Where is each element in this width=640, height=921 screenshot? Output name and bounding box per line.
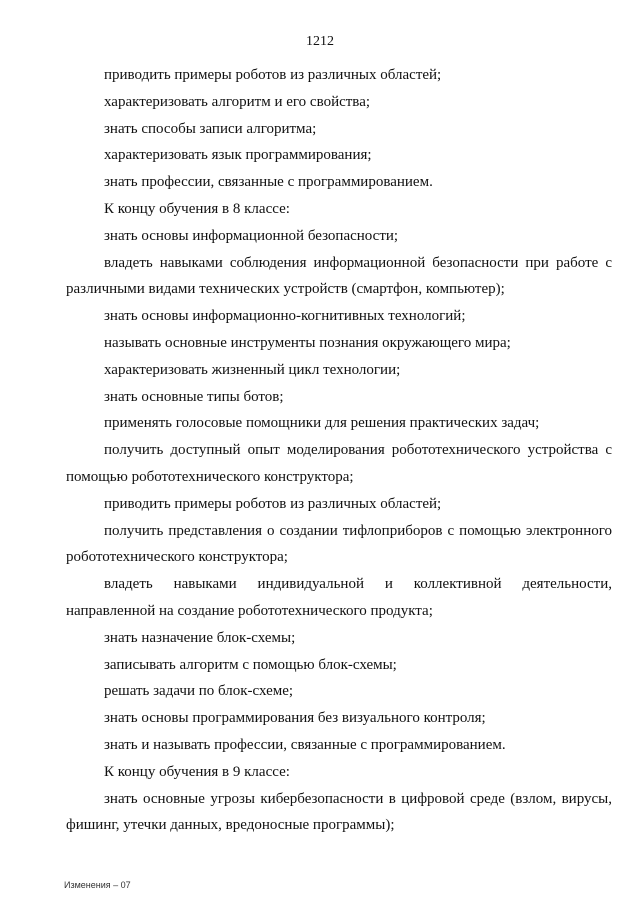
paragraph: характеризовать жизненный цикл технологии;: [104, 361, 401, 378]
document-body: [66, 62, 612, 839]
paragraph: знать и называть профессии, связанные с программированием.: [104, 736, 506, 753]
paragraph: решать задачи по блок-схеме;: [104, 683, 294, 700]
paragraph: знать основы информационной безопасности;: [104, 227, 399, 244]
section-heading-grade-9: К концу обучения в 9 классе:: [104, 763, 290, 780]
paragraph: знать профессии, связанные с программированием.: [104, 174, 433, 191]
paragraph: знать основы информационно-когнитивных технологий;: [104, 308, 466, 325]
paragraph: приводить примеры роботов из различных областей;: [104, 495, 442, 512]
paragraph: знать основные угрозы кибербезопасности в цифровой среде (взлом, вирусы, фишинг, утечки данных, вредоносные программы);: [66, 790, 612, 834]
paragraph: применять голосовые помощники для решения практических задач;: [104, 415, 540, 432]
paragraph: знать основные типы ботов;: [104, 388, 284, 405]
paragraph: владеть навыками соблюдения информационной безопасности при работе с различными видами технических устройств (смартфон, компьютер);: [66, 254, 612, 298]
paragraph: называть основные инструменты познания окружающего мира;: [104, 334, 511, 351]
section-heading-grade-8: К концу обучения в 8 классе:: [104, 200, 290, 217]
paragraph: получить представления о создании тифлоприборов с помощью электронного робототехнического конструктора;: [66, 522, 612, 566]
paragraph: знать назначение блок-схемы;: [104, 629, 296, 646]
paragraph: знать основы программирования без визуального контроля;: [104, 710, 486, 727]
page-number: 1212: [306, 34, 334, 49]
paragraph: характеризовать язык программирования;: [104, 147, 372, 164]
revision-footer: Изменения – 07: [64, 880, 131, 890]
paragraph: получить доступный опыт моделирования робототехнического устройства с помощью робототехнического конструктора;: [66, 442, 612, 485]
paragraph: знать способы записи алгоритма;: [104, 120, 317, 137]
paragraph: записывать алгоритм с помощью блок-схемы;: [104, 656, 397, 673]
paragraph: приводить примеры роботов из различных областей;: [104, 67, 442, 83]
paragraph: характеризовать алгоритм и его свойства;: [104, 93, 371, 110]
paragraph: владеть навыками индивидуальной и коллективной деятельности, направленной на создание робототехнического продукта;: [66, 576, 612, 619]
